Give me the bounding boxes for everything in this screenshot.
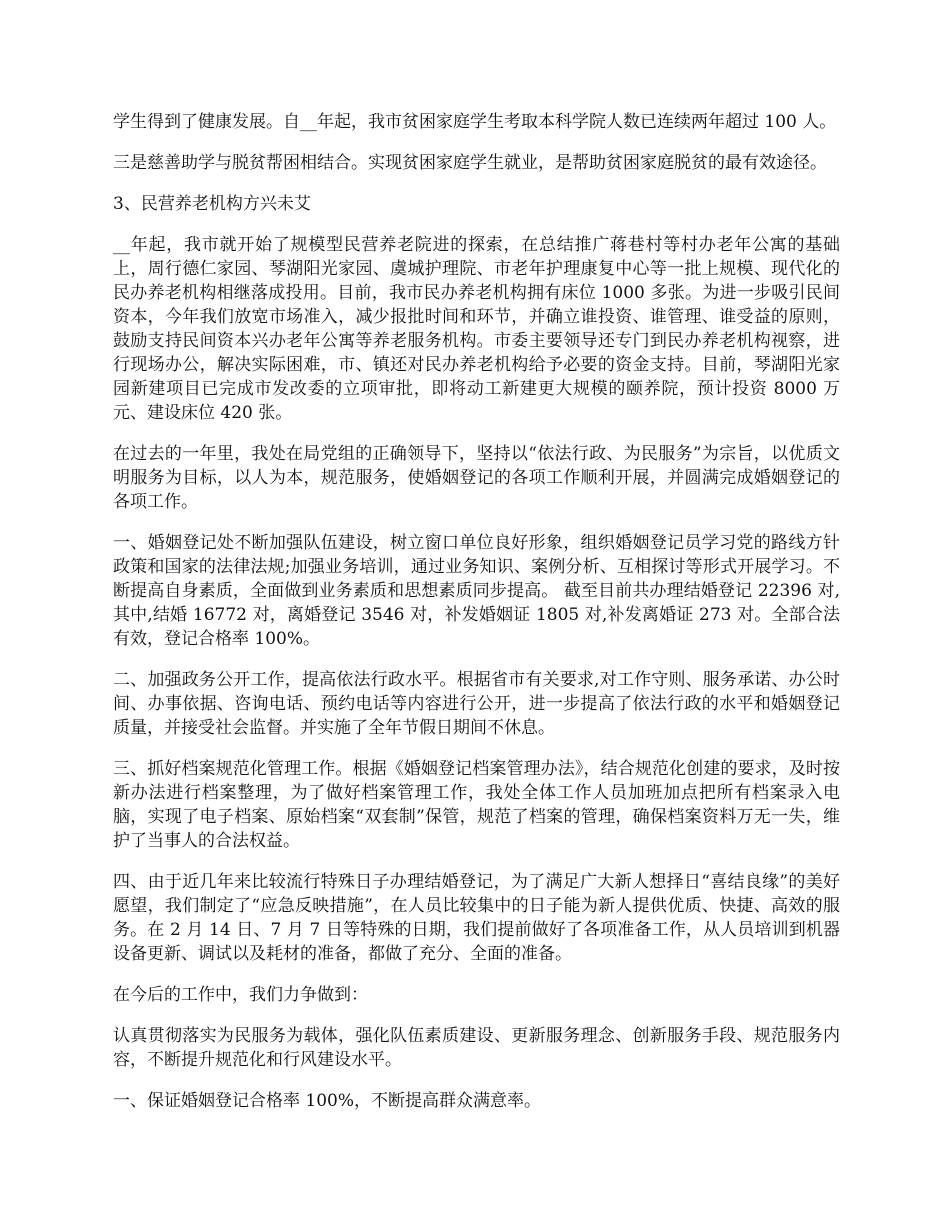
paragraph-6: 二、加强政务公开工作，提高依法行政水平。根据省市有关要求,对工作守则、服务承诺、办公时间、办事依据、咨询电话、预约电话等内容进行公开，进一步提高了依法行政的水平和婚姻登记质量，并接受社会监督。并实施了全年节假日期间不休息。: [113, 670, 840, 738]
paragraph-5: 一、婚姻登记处不断加强队伍建设，树立窗口单位良好形象，组织婚姻登记员学习党的路线方针政策和国家的法律法规;加强业务培训，通过业务知识、案例分析、互相探讨等形式开展学习。不断提高自身素质，全面做到业务素质和思想素质同步提高。 截至目前共办理结婚登记 22396 对,其中,结婚 16772 对，离婚登记 3546 对，补发婚姻证 1805 对,补发离婚证 273 对。全部合法有效，登记合格率 100%。: [113, 533, 840, 649]
paragraph-1: 学生得到了健康发展。自__年起，我市贫困家庭学生考取本科学院人数已连续两年超过 100 人。: [113, 112, 837, 132]
paragraph-11: 一、保证婚姻登记合格率 100%，不断提高群众满意率。: [113, 1091, 542, 1111]
paragraph-4: 在过去的一年里，我处在局党组的正确领导下，坚持以“依法行政、为民服务”为宗旨，以优质文明服务为目标，以人为本，规范服务，使婚姻登记的各项工作顺利开展，并圆满完成婚姻登记的各项工作。: [113, 444, 840, 512]
paragraph-10: 认真贯彻落实为民服务为载体，强化队伍素质建设、更新服务理念、创新服务手段、规范服务内容，不断提升规范化和行风建设水平。: [113, 1026, 840, 1070]
paragraph-2: 三是慈善助学与脱贫帮困相结合。实现贫困家庭学生就业，是帮助贫困家庭脱贫的最有效途径。: [113, 153, 827, 173]
document-body: [113, 110, 840, 1130]
paragraph-3: __年起，我市就开始了规模型民营养老院进的探索，在总结推广蒋巷村等村办老年公寓的基础上，周行德仁家园、琴湖阳光家园、虞城护理院、市老年护理康复中心等一批上规模、现代化的民办养老机构相继落成投用。目前，我市民办养老机构拥有床位 1000 多张。为进一步吸引民间资本，今年我们放宽市场准入，减少报批时间和环节，并确立谁投资、谁管理、谁受益的原则，鼓励支持民间资本兴办老年公寓等养老服务机构。市委主要领导还专门到民办养老机构视察，进行现场办公，解决实际困难，市、镇还对民办养老机构给予必要的资金支持。目前，琴湖阳光家园新建项目已完成市发改委的立项审批，即将动工新建更大规模的颐养院，预计投资 8000 万元、建设床位 420 张。: [113, 235, 840, 423]
paragraph-7: 三、抓好档案规范化管理工作。根据《婚姻登记档案管理办法》，结合规范化创建的要求，及时按新办法进行档案整理，为了做好档案管理工作，我处全体工作人员加班加点把所有档案录入电脑，实现了电子档案、原始档案“双套制”保管，规范了档案的管理，确保档案资料万无一失，维护了当事人的合法权益。: [113, 759, 840, 851]
section-heading: 3、民营养老机构方兴未艾: [113, 194, 311, 214]
paragraph-9: 在今后的工作中，我们力争做到：: [113, 985, 368, 1005]
paragraph-8: 四、由于近几年来比较流行特殊日子办理结婚登记，为了满足广大新人想择日“喜结良缘”的美好愿望，我们制定了“应急反映措施”，在人员比较集中的日子能为新人提供优质、快捷、高效的服务。在 2 月 14 日、7 月 7 日等特殊的日期，我们提前做好了各项准备工作，从人员培训到机器设备更新、调试以及耗材的准备，都做了充分、全面的准备。: [113, 872, 840, 964]
